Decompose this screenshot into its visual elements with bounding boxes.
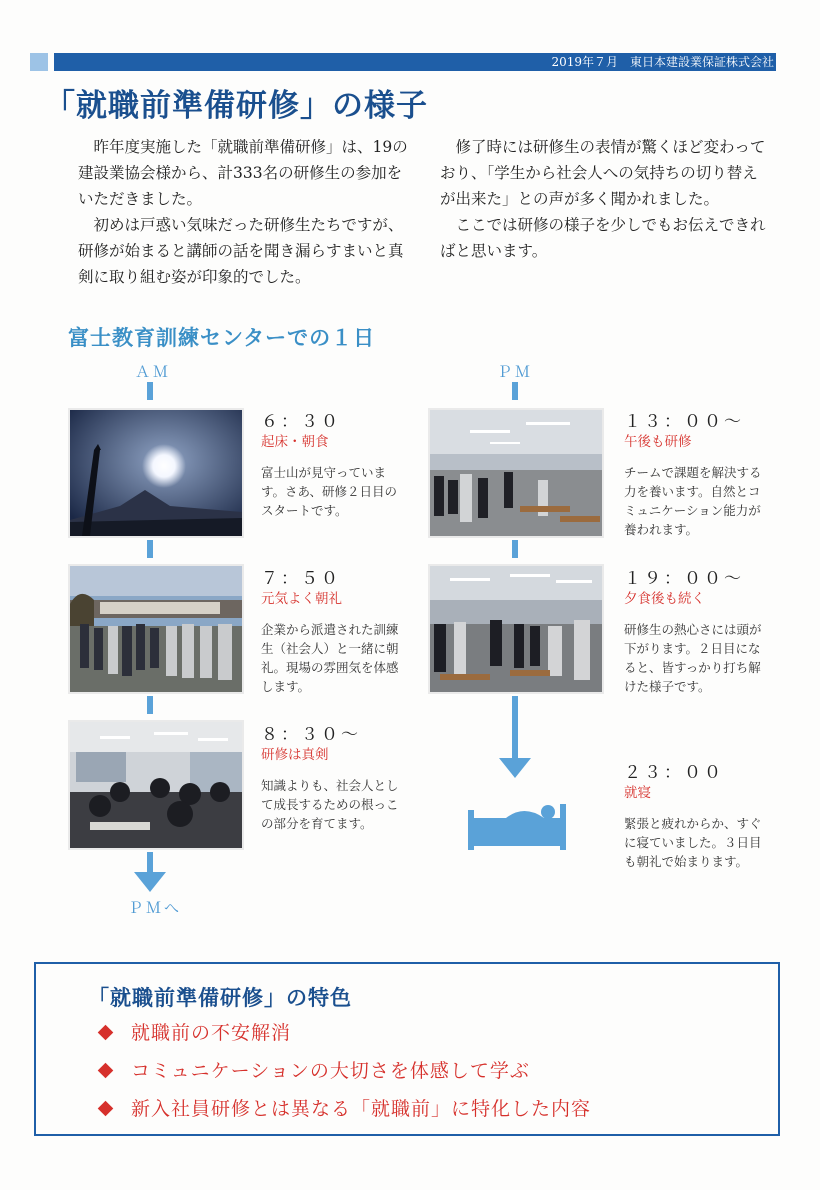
- intro-paragraph: 修了時には研修生の表情が驚くほど変わっており、「学生から社会人への気持ちの切り替えが出来た」との声が多く聞かれました。: [440, 138, 766, 208]
- schedule-time: １９：００〜: [624, 569, 744, 589]
- schedule-subtitle: 午後も研修: [624, 434, 692, 450]
- schedule-description: 富士山が見守っています。さあ、研修２日目のスタートです。: [261, 465, 398, 518]
- photo-mount-fuji-morning: [68, 408, 244, 538]
- schedule-time: ８：３０〜: [261, 725, 361, 745]
- schedule-time: ６：３０: [261, 412, 341, 432]
- bed-sleep-icon: [466, 796, 570, 856]
- timeline-connector: [147, 540, 153, 558]
- schedule-time: ２３：００: [624, 763, 724, 783]
- feature-item: [100, 1018, 291, 1045]
- down-arrow-icon: [499, 758, 531, 778]
- photo-evening-study: [428, 564, 604, 694]
- features-title: 「就職前準備研修」の特色: [88, 986, 352, 1010]
- feature-item: [100, 1094, 591, 1121]
- timeline-connector: [147, 696, 153, 714]
- schedule-description: 研修生の熱心さには頭が下がります。２日目になると、皆すっかり打ち解けた様子です。: [624, 622, 762, 694]
- photo-morning-assembly: [68, 564, 244, 694]
- am-label: ＡＭ: [135, 363, 172, 381]
- header-accent-square: [30, 53, 48, 71]
- pm-label: ＰＭ: [497, 363, 534, 381]
- diamond-bullet-icon: [98, 1062, 114, 1078]
- schedule-description: チームで課題を解決する力を養います。自然とコミュニケーション能力が養われます。: [624, 465, 762, 537]
- schedule-subtitle: 元気よく朝礼: [261, 591, 342, 607]
- schedule-time: １３：００〜: [624, 412, 744, 432]
- intro-paragraph: 初めは戸惑い気味だった研修生たちですが、研修が始まると講師の話を聞き漏らすまいと真剣に取り組む姿が印象的でした。: [78, 216, 404, 286]
- schedule-subtitle: 研修は真剣: [261, 747, 329, 763]
- feature-item: [100, 1056, 530, 1083]
- schedule-description: 企業から派遣された訓練生（社会人）と一緒に朝礼。現場の雰囲気を体感します。: [261, 622, 399, 694]
- schedule-description: 緊張と疲れからか、すぐに寝ていました。３日目も朝礼で始まります。: [624, 816, 762, 869]
- schedule-subtitle: 起床・朝食: [261, 434, 329, 450]
- intro-paragraph: ここでは研修の様子を少しでもお伝えできればと思います。: [440, 216, 766, 260]
- pm-next-label: ＰＭへ: [128, 899, 183, 917]
- schedule-subtitle: 夕食後も続く: [624, 591, 705, 607]
- feature-item-text: 就職前の不安解消: [131, 1022, 292, 1044]
- page-title: 「就職前準備研修」の様子: [44, 88, 428, 124]
- timeline-connector: [512, 540, 518, 558]
- photo-team-workshop: [428, 408, 604, 538]
- intro-paragraph: 昨年度実施した「就職前準備研修」は、19の建設業協会様から、計333名の研修生の参加をいただきました。: [78, 138, 408, 208]
- timeline-arrow-shaft: [512, 696, 518, 758]
- schedule-description: 知識よりも、社会人として成長するための根っこの部分を育てます。: [261, 778, 399, 831]
- schedule-time: ７：５０: [261, 569, 341, 589]
- timeline-arrow-shaft: [147, 852, 153, 872]
- timeline-connector: [512, 382, 518, 400]
- header-date-company: 2019年７月 東日本建設業保証株式会社: [551, 55, 774, 69]
- diamond-bullet-icon: [98, 1024, 114, 1040]
- intro-right-column: [440, 134, 770, 264]
- timeline-connector: [147, 382, 153, 400]
- diamond-bullet-icon: [98, 1100, 114, 1116]
- intro-left-column: [78, 134, 408, 290]
- down-arrow-icon: [134, 872, 166, 892]
- schedule-title: 富士教育訓練センターでの１日: [68, 326, 376, 350]
- schedule-subtitle: 就寝: [624, 785, 651, 801]
- photo-classroom-lecture: [68, 720, 244, 850]
- feature-item-text: コミュニケーションの大切さを体感して学ぶ: [131, 1060, 530, 1082]
- feature-item-text: 新入社員研修とは異なる「就職前」に特化した内容: [131, 1098, 592, 1120]
